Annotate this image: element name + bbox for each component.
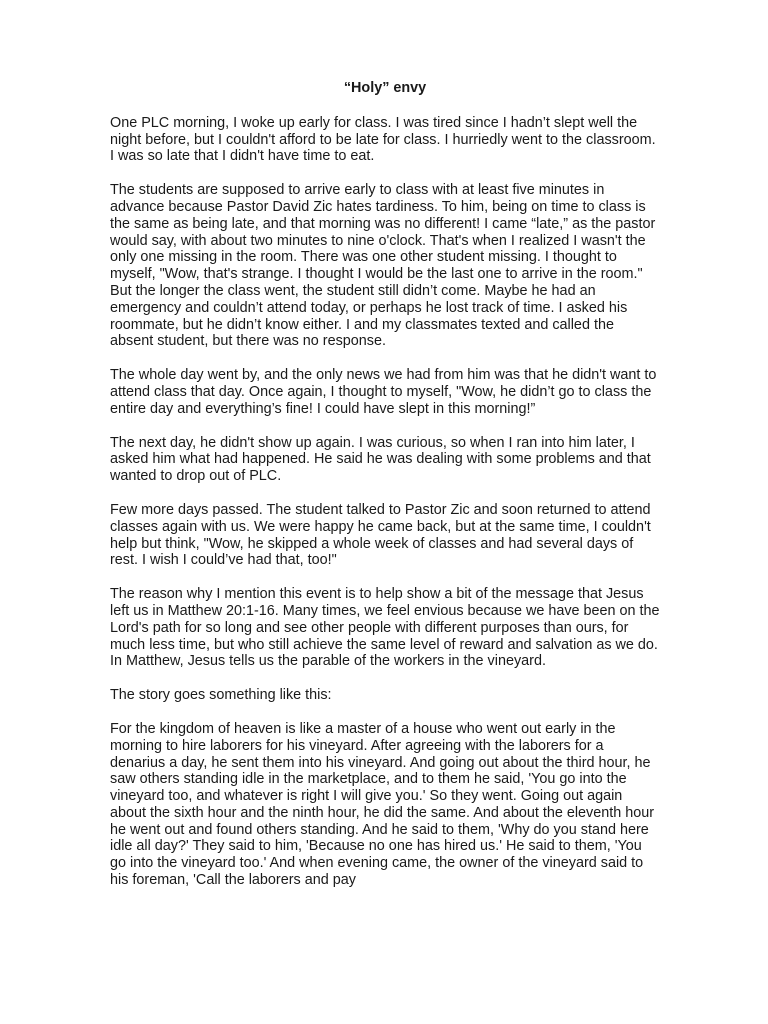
paragraph: The story goes something like this: <box>110 687 332 704</box>
document-page <box>110 80 660 889</box>
paragraph: Few more days passed. The student talked to Pastor Zic and soon returned to attend classes again with us. We were happy he came back, but at the same time, I couldn't help but think, "Wow, he skipped a whole week of classes and had several days of rest. I wish I could’ve had that, too!" <box>110 501 651 569</box>
paragraph: The whole day went by, and the only news we had from him was that he didn't want to attend class that day. Once again, I thought to myself, "Wow, he didn’t go to class the entire day and everything’s fine! I could have slept in this morning!” <box>110 367 657 417</box>
document-title: “Holy” envy <box>343 80 427 96</box>
paragraph: The reason why I mention this event is to help show a bit of the message that Jesus left us in Matthew 20:1-16. Many times, we feel envious because we have been on the Lord's path for so long and see other people with different purposes than ours, for much less time, but who still achieve the same level of reward and salvation as we do. In Matthew, Jesus tells us the parable of the workers in the vineyard. <box>110 586 660 670</box>
paragraph: For the kingdom of heaven is like a master of a house who went out early in the morning to hire laborers for his vineyard. After agreeing with the laborers for a denarius a day, he sent them into his vineyard. And going out about the third hour, he saw others standing idle in the marketplace, and to them he said, 'You go into the vineyard too, and whatever is right I will give you.' So they went. Going out again about the sixth hour and the ninth hour, he did the same. And about the eleventh hour he went out and found others standing. And he said to them, 'Why do you stand here idle all day?' They said to him, 'Because no one has hired us.' He said to them, 'You go into the vineyard too.' And when evening came, the owner of the vineyard said to his foreman, 'Call the laborers and pay <box>110 720 655 889</box>
paragraph: The next day, he didn't show up again. I was curious, so when I ran into him later, I asked him what had happened. He said he was dealing with some problems and that wanted to drop out of PLC. <box>110 434 651 485</box>
paragraph: One PLC morning, I woke up early for class. I was tired since I hadn’t slept well the night before, but I couldn't afford to be late for class. I hurriedly went to the classroom. I was so late that I didn't have time to eat. <box>110 114 656 165</box>
paragraph: The students are supposed to arrive early to class with at least five minutes in advance because Pastor David Zic hates tardiness. To him, being on time to class is the same as being late, and that morning was no different! I came “late,” as the pastor would say, with about two minutes to nine o'clock. That's when I realized I wasn't the only one missing in the room. There was one other student missing. I thought to myself, "Wow, that's strange. I thought I would be the last one to arrive in the room." But the longer the class went, the student still didn’t come. Maybe he had an emergency and couldn’t attend today, or perhaps he lost track of time. I asked his roommate, but he didn’t know either. I and my classmates texted and called the absent student, but there was no response. <box>110 182 656 350</box>
